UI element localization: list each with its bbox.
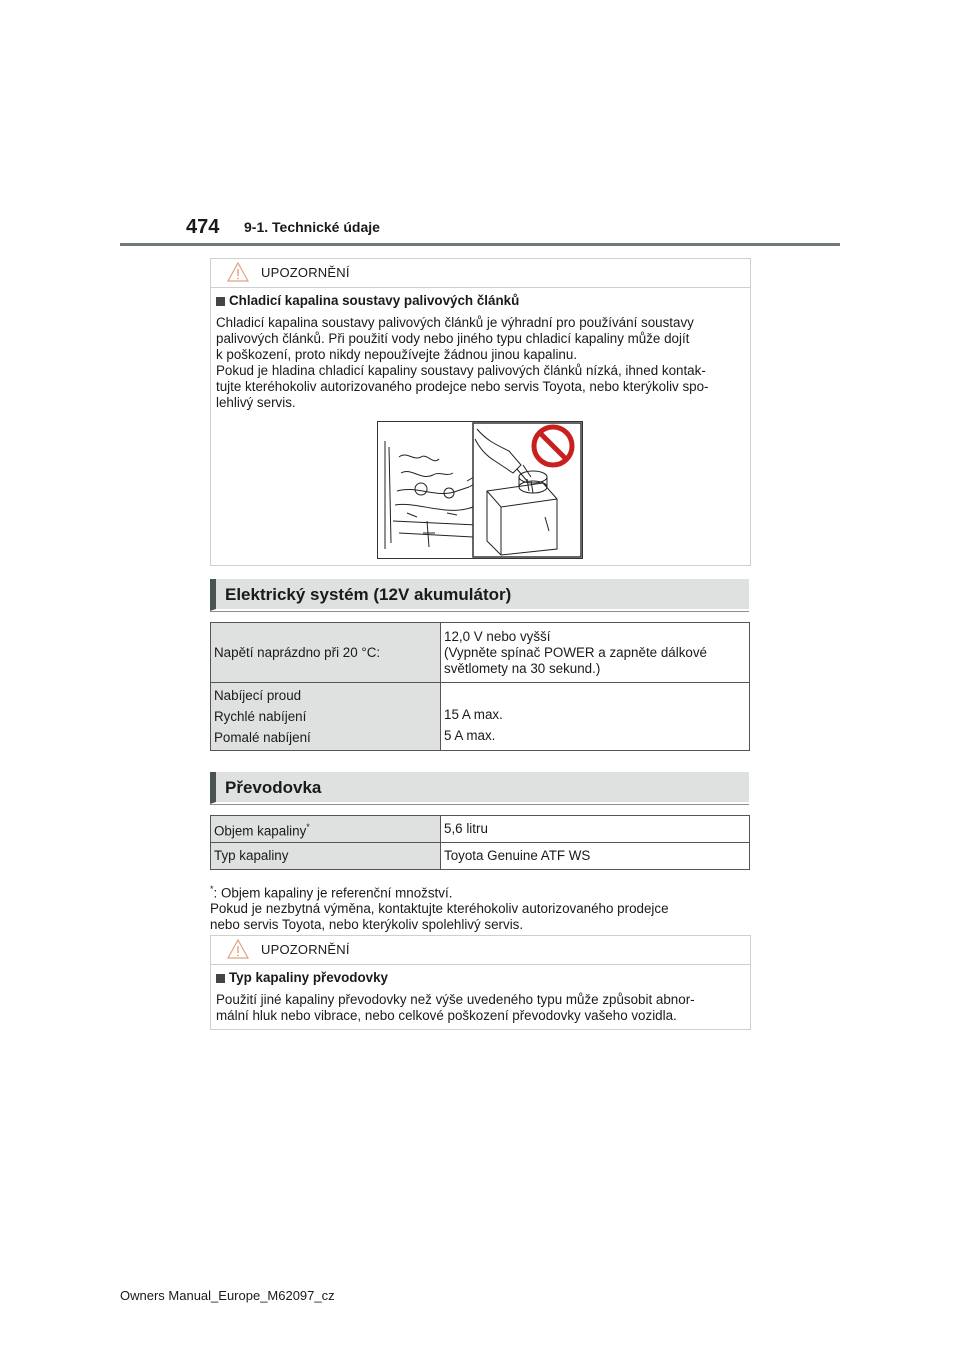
table-row xyxy=(211,816,750,843)
slow-charging-value: 5 A max. xyxy=(444,728,496,743)
section-heading-rule xyxy=(210,611,749,612)
warning-subtitle xyxy=(216,293,745,309)
warning-subtitle xyxy=(216,970,745,986)
table-row xyxy=(211,683,750,751)
warning-body: Použití jiné kapaliny převodovky než výše uvedeného typu může způsobit abnor- mální hluk nebo vibrace, nebo celkové poškození převodovky vašeho vozidla. xyxy=(216,992,695,1023)
warning-label: UPOZORNĚNÍ xyxy=(261,942,350,957)
fast-charging-label: Rychlé nabíjení xyxy=(214,708,307,724)
warning-subtitle-text: Chladicí kapalina soustavy palivových článků xyxy=(229,293,520,308)
section-heading-transmission xyxy=(210,772,749,804)
electrical-spec-table xyxy=(210,622,750,751)
table-cell-value: 12,0 V nebo vyšší (Vypněte spínač POWER a zapněte dálkové světlomety na 30 sekund.) xyxy=(441,623,750,683)
footer-text: Owners Manual_Europe_M62097_cz xyxy=(120,1288,335,1303)
slow-charging-label: Pomalé nabíjení xyxy=(214,729,311,745)
footnote-mark: * xyxy=(306,821,310,832)
warning-box-transmission xyxy=(210,935,751,1030)
table-cell-label: Napětí naprázdno při 20 °C: xyxy=(211,623,441,683)
footnote-text: : Objem kapaliny je referenční množství. Pokud je nezbytná výměna, kontaktujte kteréhokoliv autorizovaného prodejce nebo servis Toyota, nebo kterýkoliv spolehlivý servis. xyxy=(210,885,669,933)
footnote xyxy=(210,881,669,933)
page-number: 474 xyxy=(186,216,220,238)
footnote-mark: * xyxy=(210,884,214,894)
warning-label: UPOZORNĚNÍ xyxy=(261,265,350,280)
header-rule xyxy=(120,243,840,246)
section-heading-electrical xyxy=(210,579,749,611)
table-row xyxy=(211,843,750,870)
table-cell-value: Toyota Genuine ATF WS xyxy=(441,843,750,870)
warning-triangle-icon xyxy=(227,262,249,282)
section-title: 9-1. Technické údaje xyxy=(244,219,380,235)
warning-body: Chladicí kapalina soustavy palivových článků je výhradní pro používání soustavy palivových článků. Při použití vody nebo jiného typu chladicí kapaliny může dojít k poškození, proto nikdy nepoužívejte žádnou jinou kapalinu. Pokud je hladina chladicí kapaliny soustavy palivových článků nízká, ihned kontak- tujte kteréhokoliv autorizovaného prodejce nebo servis Toyota, nebo kterýkoliv spo- lehlivý servis. xyxy=(216,315,709,410)
table-cell-label: Typ kapaliny xyxy=(211,843,441,870)
warning-header xyxy=(211,936,750,965)
bullet-square-icon xyxy=(216,974,225,983)
warning-subtitle-text: Typ kapaliny převodovky xyxy=(229,970,389,985)
section-heading-text: Elektrický systém (12V akumulátor) xyxy=(225,585,512,604)
bullet-square-icon xyxy=(216,297,225,306)
table-cell-value xyxy=(441,683,750,751)
table-cell-label xyxy=(211,683,441,751)
section-heading-text: Převodovka xyxy=(225,778,322,797)
table-cell-value: 5,6 litru xyxy=(441,816,750,843)
fast-charging-value: 15 A max. xyxy=(444,707,503,722)
table-cell-label xyxy=(211,816,441,843)
warning-triangle-icon xyxy=(227,939,249,959)
transmission-spec-table xyxy=(210,815,750,870)
warning-header xyxy=(211,259,750,288)
warning-box-coolant xyxy=(210,258,751,566)
capacity-label: Objem kapaliny xyxy=(214,823,307,839)
charging-label: Nabíjecí proud xyxy=(214,687,302,703)
table-row xyxy=(211,623,750,683)
section-heading-rule xyxy=(210,804,749,805)
coolant-refill-prohibited-illustration xyxy=(377,421,583,559)
